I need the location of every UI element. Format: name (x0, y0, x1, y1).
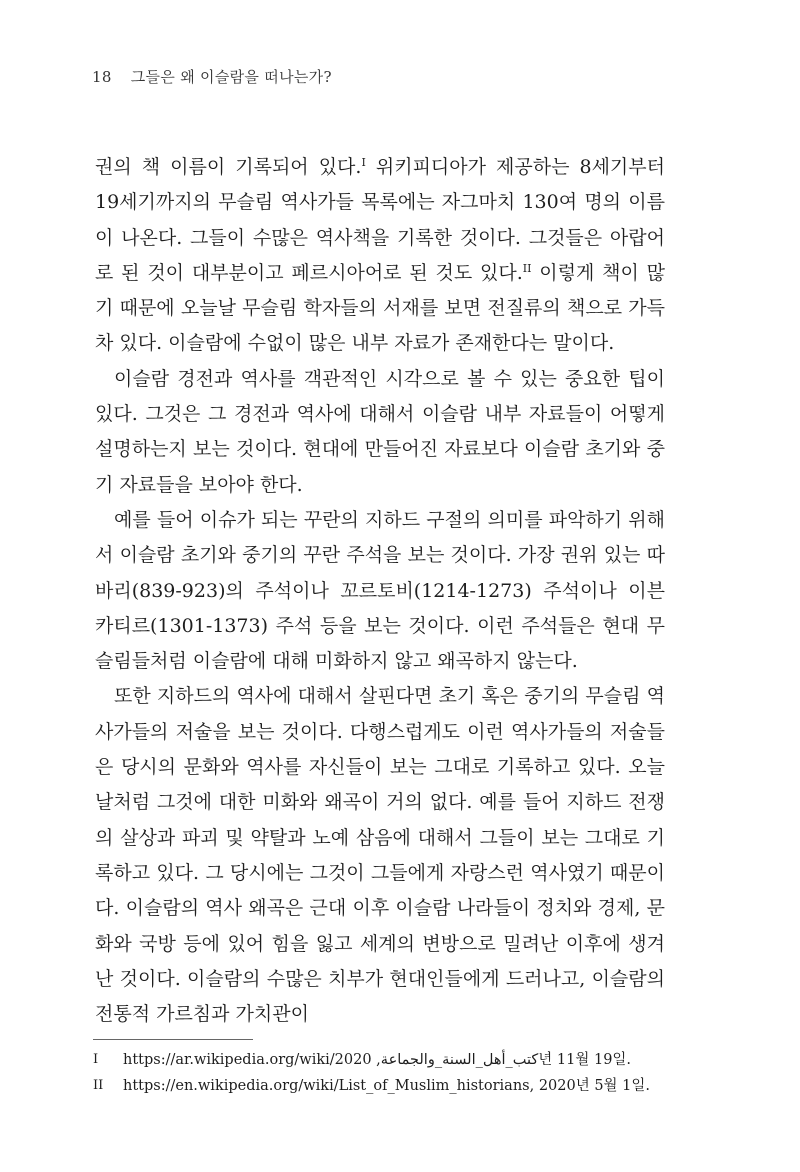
footnote-mark: I (93, 1052, 99, 1067)
footnote-item (93, 1073, 693, 1099)
paragraph-1 (95, 150, 665, 362)
paragraph-3: 예를 들어 이슈가 되는 꾸란의 지하드 구절의 의미를 파악하기 위해서 이슬람 초기와 중기의 꾸란 주석을 보는 것이다. 가장 권위 있는 따바리(839-923)의 주석이나 꼬르토비(1214-1273) 주석이나 이븐 카티르(1301-1373) 주석 등을 보는 것이다. 이런 주석들은 현대 무슬림들처럼 이슬람에 대해 미화하지 않고 왜곡하지 않는다. (95, 508, 665, 673)
footnote-text: https://en.wikipedia.org/wiki/List_of_Muslim_historians, 2020년 5월 1일. (123, 1078, 651, 1094)
paragraph-2: 이슬람 경전과 역사를 객관적인 시각으로 볼 수 있는 중요한 팁이 있다. 그것은 그 경전과 역사에 대해서 이슬람 내부 자료들이 어떻게 설명하는지 보는 것이다. 현대에 만들어진 자료보다 이슬람 초기와 중기 자료들을 보아야 한다. (95, 367, 665, 496)
footnote-item (93, 1047, 693, 1073)
paragraph-4: 또한 지하드의 역사에 대해서 살핀다면 초기 혹은 중기의 무슬림 역사가들의 저술을 보는 것이다. 다행스럽게도 이런 역사가들의 저술들은 당시의 문화와 역사를 자신들이 보는 그대로 기록하고 있다. 오늘날처럼 그것에 대한 미화와 왜곡이 거의 없다. 예를 들어 지하드 전쟁의 살상과 파괴 및 약탈과 노예 삼음에 대해서 그들이 보는 그대로 기록하고 있다. 그 당시에는 그것이 그들에게 자랑스런 역사였기 때문이다. 이슬람의 역사 왜곡은 근대 이후 이슬람 나라들이 정치와 경제, 문화와 국방 등에 있어 힘을 잃고 세계의 변방으로 밀려난 이후에 생겨난 것이다. 이슬람의 수많은 치부가 현대인들에게 드러나고, 이슬람의 전통적 가르침과 가치관이 (95, 685, 665, 1026)
footnote-mark: II (93, 1078, 104, 1093)
footnote-text: https://ar.wikipedia.org/wiki/كتب_أهل_السنة_والجماعة, 2020년 11월 19일. (123, 1052, 632, 1068)
footnote-divider (93, 1039, 253, 1040)
body-text (95, 150, 665, 1032)
running-title: 그들은 왜 이슬람을 떠나는가? (130, 68, 332, 86)
paragraph-1-part-a: 권의 책 이름이 기록되어 있다. (95, 156, 362, 178)
footnote-ref-1: I (361, 156, 366, 169)
page-number: 18 (92, 68, 112, 86)
page-header (92, 66, 332, 87)
paragraph-1-part-b: 위키피디아가 제공하는 8세기부터 19세기까지의 무슬림 역사가들 목록에는 자그마치 130여 명의 이름이 나온다. 그들이 수많은 역사책을 기록한 것이다. 그것들은 아랍어로 된 것이 대부분이고 페르시아어로 된 것도 있다. (95, 156, 665, 284)
footnote-ref-2: II (522, 261, 532, 275)
paragraph-1-part-c: 이렇게 책이 많기 때문에 오늘날 무슬림 학자들의 서재를 보면 전질류의 책으로 가득 차 있다. 이슬람에 수없이 많은 내부 자료가 존재한다는 말이다. (95, 261, 665, 355)
footnotes (93, 1047, 693, 1099)
